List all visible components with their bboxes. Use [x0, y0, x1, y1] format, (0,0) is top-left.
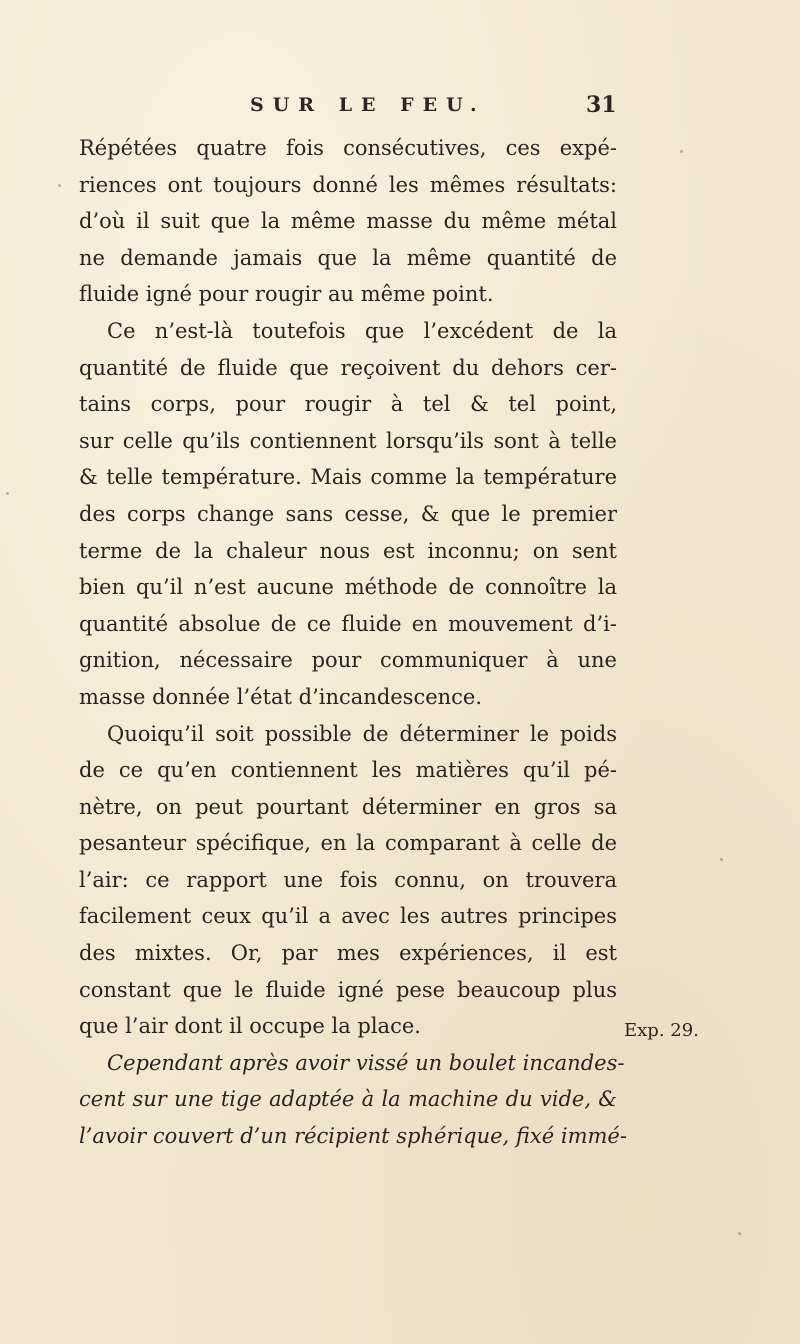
paper-speck: [680, 150, 683, 153]
text-line: riences ont toujours donné les mêmes résultats:: [79, 172, 617, 197]
text-line: gnition, nécessaire pour communiquer à une: [79, 648, 617, 673]
text-line: Quoiqu’il soit possible de déterminer le poids: [107, 721, 617, 746]
paper-speck: [720, 858, 723, 861]
body-text: [79, 130, 627, 1155]
text-line: Répétées quatre fois consécutives, ces expé-: [79, 136, 617, 160]
text-line-italic: Cependant après avoir vissé un boulet incandes-: [107, 1050, 625, 1075]
text-line: quantité de fluide que reçoivent du dehors cer-: [79, 355, 617, 380]
text-line: que l’air dont il occupe la place.: [79, 1014, 421, 1039]
text-line: sur celle qu’ils contiennent lorsqu’ils sont à telle: [79, 428, 617, 453]
text-line: d’où il suit que la même masse du même métal: [79, 209, 617, 234]
paper-speck: [58, 184, 61, 187]
text-line: de ce qu’en contiennent les matières qu’il pé-: [79, 758, 617, 783]
text-line: l’air: ce rapport une fois connu, on trouvera: [79, 867, 617, 892]
text-line: facilement ceux qu’il a avec les autres principes: [79, 904, 617, 929]
text-line: terme de la chaleur nous est inconnu; on sent: [79, 538, 617, 563]
text-line: pesanteur spécifique, en la comparant à celle de: [79, 831, 617, 856]
text-line: bien qu’il n’est aucune méthode de connoître la: [79, 575, 617, 600]
text-line: des mixtes. Or, par mes expériences, il est: [79, 941, 617, 966]
running-title: SUR LE FEU.: [250, 94, 486, 116]
text-line-italic: cent sur une tige adaptée à la machine du vide, &: [79, 1087, 617, 1112]
text-line: & telle température. Mais comme la température: [79, 465, 617, 490]
text-line: ne demande jamais que la même quantité de: [79, 245, 617, 270]
text-line: Ce n’est-là toutefois que l’excédent de la: [107, 318, 617, 343]
text-line: des corps change sans cesse, & que le premier: [79, 501, 617, 526]
text-line: quantité absolue de ce fluide en mouvement d’i-: [79, 611, 617, 636]
text-line: nètre, on peut pourtant déterminer en gros sa: [79, 794, 617, 819]
text-line: fluide igné pour rougir au même point.: [79, 282, 494, 307]
text-line: masse donnée l’état d’incandescence.: [79, 684, 483, 709]
paper-speck: [738, 1232, 741, 1235]
paper-speck: [6, 492, 9, 495]
text-line-italic: l’avoir couvert d’un récipient sphérique, fixé immé-: [79, 1124, 627, 1149]
text-line: tains corps, pour rougir à tel & tel point,: [79, 392, 617, 417]
margin-note: Exp. 29.: [624, 1020, 699, 1041]
page-number: 31: [586, 92, 617, 118]
text-line: constant que le fluide igné pese beaucoup plus: [79, 977, 617, 1002]
